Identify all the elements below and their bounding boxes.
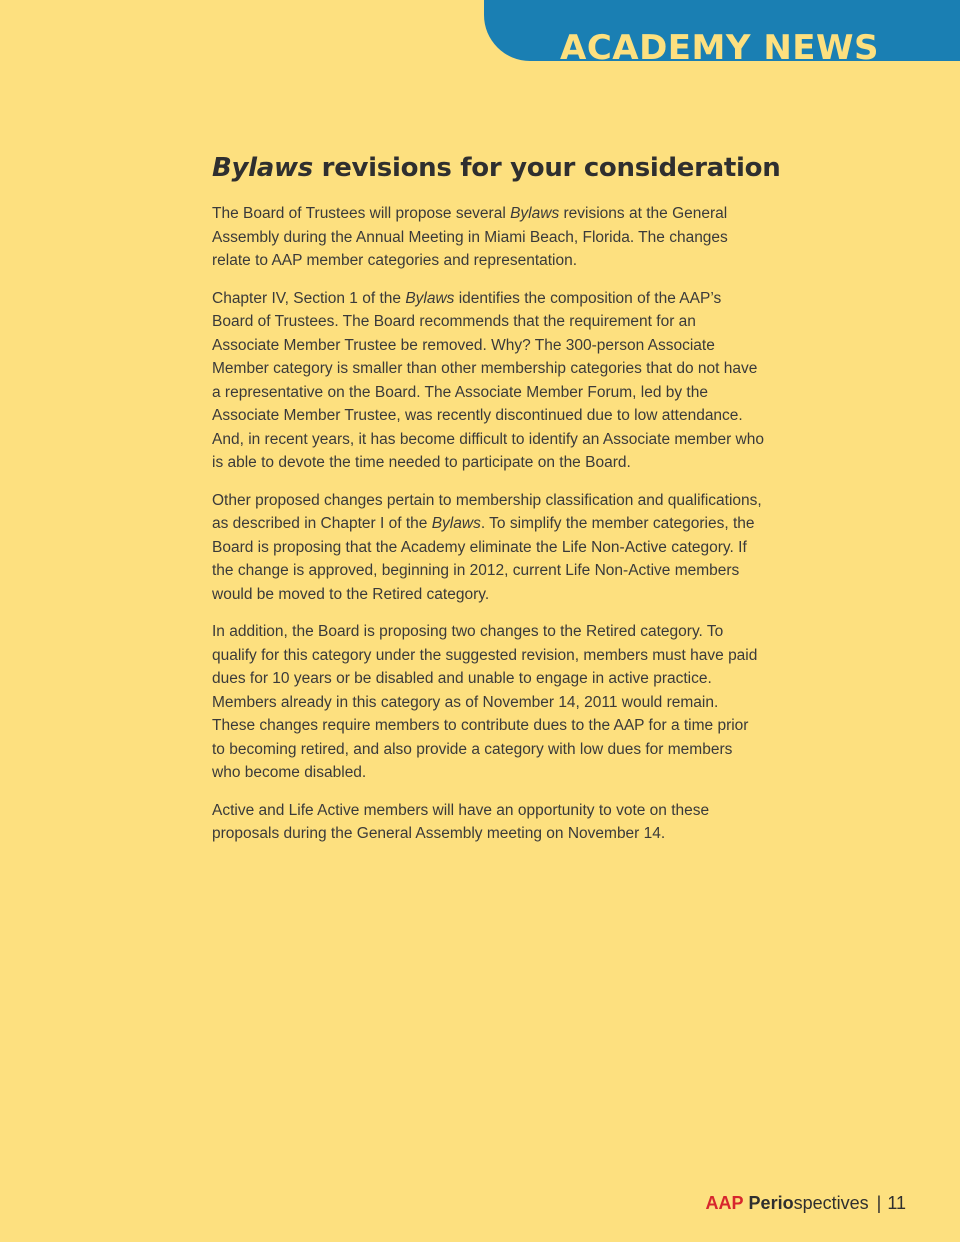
- section-header-tab: [484, 0, 960, 61]
- paragraph-2-italic: Bylaws: [405, 289, 455, 307]
- brand-aap: AAP: [705, 1193, 744, 1213]
- paragraph-4: In addition, the Board is proposing two changes to the Retired category. To qualify for this category under the suggested revision, members must have paid dues for 10 years or be disabled and unable to engage in active practice. Members already in this category as of November 14, 2011 would remain. These changes require members to contribute dues to the AAP for a time prior to becoming retired, and also provide a category with low dues for members who become disabled.: [212, 623, 758, 781]
- article-title-rest: revisions for your consideration: [312, 153, 781, 183]
- paragraph-2-text-a: Chapter IV, Section 1 of the: [212, 289, 406, 307]
- page-number: 11: [887, 1193, 906, 1213]
- paragraph-3: [212, 489, 764, 607]
- paragraph-2: [212, 287, 764, 475]
- paragraph-1-text-b: revisions at the General Assembly during the Annual Meeting in Miami Beach, Florida. The changes relate to AAP member categories and representation.: [212, 205, 728, 269]
- paragraph-3-text-a: Other proposed changes pertain to membership classification and qualifications, as described in Chapter I of the: [212, 491, 762, 532]
- page-footer: [706, 1191, 906, 1215]
- footer-separator: |: [876, 1193, 882, 1213]
- brand-perio: Perio: [748, 1193, 794, 1213]
- article-title-italic: Bylaws: [212, 153, 313, 183]
- paragraph-3-italic: Bylaws: [431, 515, 481, 532]
- paragraph-1-italic: Bylaws: [510, 205, 560, 222]
- article: [212, 148, 781, 860]
- paragraph-1: [212, 202, 764, 273]
- paragraph-1-text-a: The Board of Trustees will propose several: [212, 205, 511, 222]
- paragraph-5: Active and Life Active members will have an opportunity to vote on these proposals during the General Assembly meeting on November 14.: [212, 801, 710, 842]
- section-title: ACADEMY NEWS: [560, 28, 879, 61]
- article-title: [212, 148, 781, 188]
- brand-spectives: spectives: [793, 1193, 869, 1213]
- paragraph-2-text-b: identifies the composition of the AAP’s Board of Trustees. The Board recommends that the requirement for an Associate Member Trustee be removed. Why? The 300-person Associate Member category is smaller than other membership categories that do not have a representative on the Board. The Associate Member Forum, led by the Associate Member Trustee, was recently discontinued due to low attendance. And, in recent years, it has become difficult to identify an Associate member who is able to devote the time needed to participate on the Board.: [212, 289, 764, 471]
- paragraph-3-text-b: . To simplify the member categories, the Board is proposing that the Academy eliminate the Life Non-Active category. If the change is approved, beginning in 2012, current Life Non-Active members would be moved to the Retired category.: [212, 515, 755, 603]
